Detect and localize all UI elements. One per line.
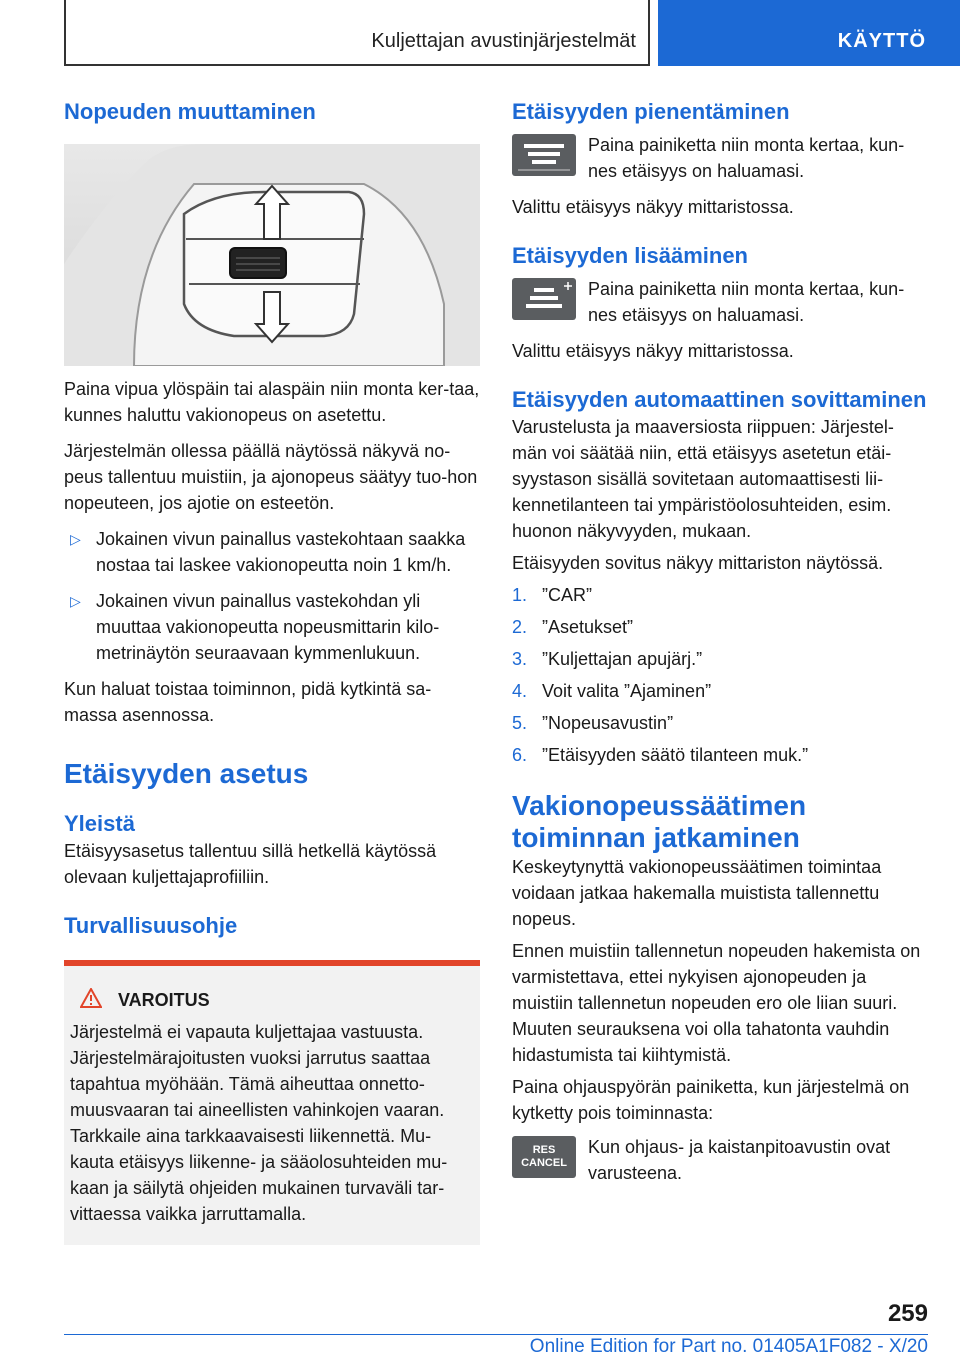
resume-paragraph-2: Ennen muistiin tallennetun nopeuden hakemista on varmistettava, ettei nykyisen ajonopeuden ja muistiin tallennetun nopeuden ero ole liian suuri. Muuten seurauksena voi olla tahatonta vauhdin hidastumista tai kiihtymistä.	[512, 941, 921, 1065]
paragraph-repeat-function: Kun haluat toistaa toiminnon, pidä kytkintä sa-massa asennossa.	[64, 679, 432, 725]
warning-header	[80, 988, 470, 1013]
page-header	[0, 0, 960, 66]
warning-box	[64, 960, 480, 1245]
left-column	[64, 98, 480, 1245]
res-cancel-button-icon: RES CANCEL	[512, 1136, 576, 1178]
increase-instruction	[512, 276, 928, 328]
header-section-box	[64, 0, 650, 66]
footer-divider	[64, 1334, 928, 1335]
warning-triangle-icon	[80, 988, 102, 1013]
heading-auto-distance: Etäisyyden automaattinen sovittaminen	[512, 387, 927, 412]
paragraph-lever-usage: Paina vipua ylöspäin tai alaspäin niin monta ker-taa, kunnes haluttu vakionopeus on asetettu.	[64, 379, 480, 425]
resume-paragraph-1: Keskeytynyttä vakionopeussäätimen toimintaa voidaan jatkaa hakemalla muistista tallennettu nopeus.	[512, 857, 882, 929]
footer-edition: Online Edition for Part no. 01405A1F082 - X/20	[529, 1336, 928, 1357]
right-column	[512, 98, 928, 1186]
list-item: 1. ”CAR”	[512, 585, 592, 605]
list-item: 2. ”Asetukset”	[512, 617, 634, 637]
resume-paragraph-3: Paina ohjauspyörän painiketta, kun järjestelmä on kytketty pois toiminnasta:	[512, 1077, 910, 1123]
heading-speed-change: Nopeuden muuttaminen	[64, 99, 316, 124]
heading-general: Yleistä	[64, 811, 135, 836]
header-chapter-box	[658, 0, 960, 66]
bullet-triangle-icon: ▷	[70, 531, 81, 547]
bullet-triangle-icon: ▷	[70, 593, 81, 609]
warning-text: Järjestelmä ei vapauta kuljettajaa vastuusta. Järjestelmärajoitusten vuoksi jarrutus saattaa tapahtua myöhään. Tämä aiheuttaa onnetto-muusvaaran tai aineellisten vahinkojen vaaran. Tarkkaile aina tarkkaavaisesti liikennettä. Mu-kauta etäisyys liikenne- ja sääolosuhteiden mu-kaan ja säilytä ohjeiden mukainen turvaväli tar-vittaessa vaikka jarruttamalla.	[70, 1022, 448, 1224]
heading-distance-setting: Etäisyyden asetus	[64, 758, 309, 789]
distance-decrease-icon	[512, 134, 576, 176]
increase-note: Valittu etäisyys näkyy mittaristossa.	[512, 341, 794, 361]
heading-safety: Turvallisuusohje	[64, 913, 238, 938]
steering-wheel-lever-image	[64, 144, 480, 366]
paragraph-distance-profile: Etäisyysasetus tallentuu sillä hetkellä käytössä olevaan kuljettajaprofiiliin.	[64, 841, 437, 887]
decrease-note: Valittu etäisyys näkyy mittaristossa.	[512, 197, 794, 217]
res-cancel-text: Kun ohjaus- ja kaistanpitoavustin ovat varusteena.	[588, 1137, 891, 1183]
header-chapter-title: KÄYTTÖ	[837, 30, 926, 52]
bullet-item: ▷ Jokainen vivun painallus vastekohdan yli muuttaa vakionopeutta nopeusmittarin kilo-metrinäytön seuraavaan kymmenlukuun.	[64, 588, 480, 666]
steps-list	[512, 582, 928, 768]
increase-text: Paina painiketta niin monta kertaa, kun-nes etäisyys on haluamasi.	[588, 279, 905, 325]
auto-paragraph-1: Varustelusta ja maaversiosta riippuen: Järjestel-män voi säätää niin, että etäisyys asetetun etäi-syystason sisällä sovitetaan automaattisesti lii-kennetilanteen tai ympäristöolosuhteiden, esim. huonon näkyvyyden, mukaan.	[512, 417, 894, 541]
list-item: 4. Voit valita ”Ajaminen”	[512, 681, 712, 701]
distance-increase-icon	[512, 278, 576, 320]
decrease-text: Paina painiketta niin monta kertaa, kun-nes etäisyys on haluamasi.	[588, 135, 905, 181]
heading-increase-distance: Etäisyyden lisääminen	[512, 243, 748, 268]
auto-paragraph-2: Etäisyyden sovitus näkyy mittariston näytössä.	[512, 553, 884, 573]
list-item: 5. ”Nopeusavustin”	[512, 713, 674, 733]
heading-decrease-distance: Etäisyyden pienentäminen	[512, 99, 790, 124]
page-number: 259	[887, 1300, 928, 1327]
warning-label: VAROITUS	[118, 990, 210, 1010]
decrease-instruction	[512, 132, 928, 184]
header-section-title: Kuljettajan avustinjärjestelmät	[371, 30, 636, 52]
paragraph-speed-stored: Järjestelmän ollessa päällä näytössä näkyvä no-peus tallentuu muistiin, ja ajonopeus säätyy tuo-hon nopeuteen, jos ajotie on esteetön.	[64, 441, 478, 513]
list-item: 3. ”Kuljettajan apujärj.”	[512, 649, 703, 669]
heading-resume-cruise: Vakionopeussäätimen toiminnan jatkaminen	[512, 790, 807, 853]
res-cancel-instruction	[512, 1134, 928, 1186]
list-item: 6. ”Etäisyyden säätö tilanteen muk.”	[512, 745, 809, 765]
bullet-item: ▷ Jokainen vivun painallus vastekohtaan saakka nostaa tai laskee vakionopeutta noin 1 km/h.	[64, 526, 480, 578]
